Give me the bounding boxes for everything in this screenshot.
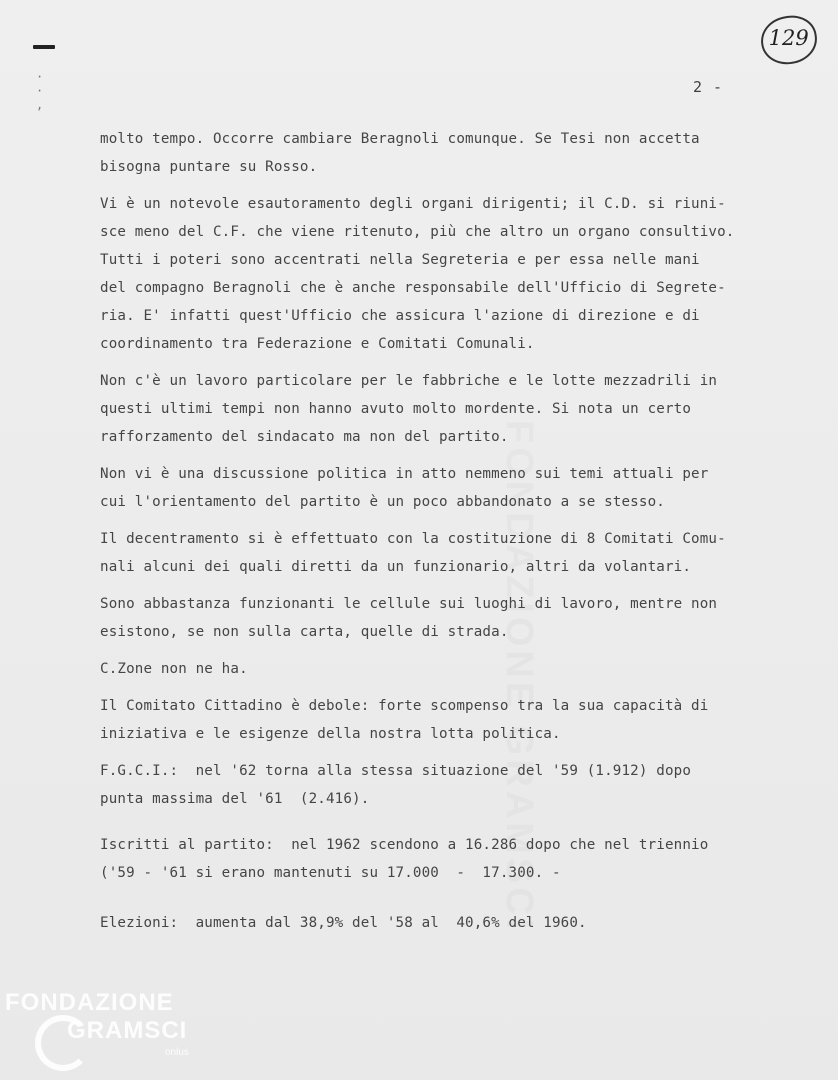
paragraph bbox=[100, 190, 812, 358]
paragraph bbox=[100, 757, 812, 813]
text-line: Il Comitato Cittadino è debole: forte scompenso tra la sua capacità di bbox=[100, 698, 709, 714]
text-line: Vi è un notevole esautoramento degli organi dirigenti; il C.D. si riuni- bbox=[100, 196, 726, 212]
text-line: Sono abbastanza funzionanti le cellule sui luoghi di lavoro, mentre non bbox=[100, 596, 718, 612]
archive-number: 129 bbox=[768, 26, 809, 51]
text-line: molto tempo. Occorre cambiare Beragnoli comunque. Se Tesi non accetta bbox=[100, 131, 700, 147]
document-body bbox=[100, 125, 812, 946]
archive-number-stamp bbox=[758, 12, 820, 67]
paragraph bbox=[100, 692, 812, 748]
text-line: ('59 - '61 si erano mantenuti su 17.000 - 17.300. - bbox=[100, 865, 561, 881]
text-line: punta massima del '61 (2.416). bbox=[100, 791, 370, 807]
text-line: Elezioni: aumenta dal 38,9% del '58 al 40,6% del 1960. bbox=[100, 915, 587, 931]
text-line: Non c'è un lavoro particolare per le fabbriche e le lotte mezzadrili in bbox=[100, 373, 718, 389]
margin-dots: · · , bbox=[36, 70, 44, 112]
logo-line-1: FONDAZIONE bbox=[5, 989, 174, 1016]
paragraph bbox=[100, 590, 812, 646]
text-line: Non vi è una discussione politica in atto nemmeno sui temi attuali per bbox=[100, 466, 709, 482]
text-line: C.Zone non ne ha. bbox=[100, 661, 248, 677]
margin-mark bbox=[33, 45, 55, 49]
logo-line-2: GRAMSCI bbox=[67, 1017, 188, 1044]
paragraph bbox=[100, 831, 812, 887]
text-line: coordinamento tra Federazione e Comitati Comunali. bbox=[100, 336, 535, 352]
text-line: rafforzamento del sindacato ma non del partito. bbox=[100, 429, 509, 445]
paragraph bbox=[100, 460, 812, 516]
logo-line-3: onlus bbox=[165, 1047, 189, 1058]
text-line: cui l'orientamento del partito è un poco abbandonato a se stesso. bbox=[100, 494, 665, 510]
page-number: 2 - bbox=[693, 78, 724, 96]
text-line: questi ultimi tempi non hanno avuto molto mordente. Si nota un certo bbox=[100, 401, 692, 417]
text-line: Iscritti al partito: nel 1962 scendono a 16.286 dopo che nel triennio bbox=[100, 837, 709, 853]
text-line: F.G.C.I.: nel '62 torna alla stessa situazione del '59 (1.912) dopo bbox=[100, 763, 692, 779]
text-line: bisogna puntare su Rosso. bbox=[100, 159, 318, 175]
paragraph bbox=[100, 655, 812, 683]
text-line: Tutti i poteri sono accentrati nella Segreteria e per essa nelle mani bbox=[100, 252, 700, 268]
paragraph bbox=[100, 909, 812, 937]
text-line: esistono, se non sulla carta, quelle di strada. bbox=[100, 624, 509, 640]
vertical-watermark: FONDAZIONE GRAMSCI bbox=[498, 420, 540, 934]
text-line: iniziativa e le esigenze della nostra lotta politica. bbox=[100, 726, 561, 742]
paragraph bbox=[100, 367, 812, 451]
text-line: sce meno del C.F. che viene ritenuto, più che altro un organo consultivo. bbox=[100, 224, 735, 240]
text-line: Il decentramento si è effettuato con la costituzione di 8 Comitati Comu- bbox=[100, 531, 726, 547]
paragraph bbox=[100, 125, 812, 181]
text-line: del compagno Beragnoli che è anche responsabile dell'Ufficio di Segrete- bbox=[100, 280, 726, 296]
fondazione-gramsci-logo bbox=[5, 987, 215, 1072]
paragraph bbox=[100, 525, 812, 581]
text-line: ria. E' infatti quest'Ufficio che assicura l'azione di direzione e di bbox=[100, 308, 700, 324]
text-line: nali alcuni dei quali diretti da un funzionario, altri da volantari. bbox=[100, 559, 692, 575]
